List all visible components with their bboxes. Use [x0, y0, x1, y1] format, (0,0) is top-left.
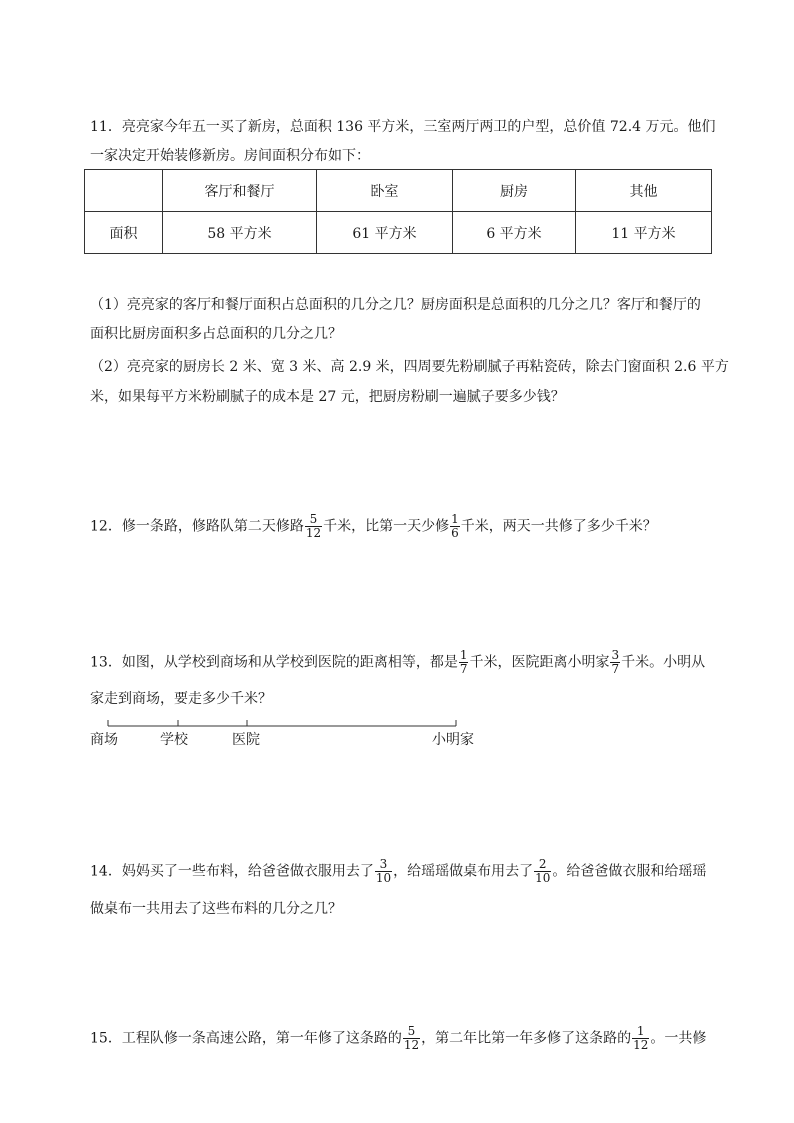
q11-sub1-line-2: 面积比厨房面积多占总面积的几分之几？ [90, 326, 342, 342]
fraction [459, 649, 469, 676]
table-header-cell: 客厅和餐厅 [163, 170, 317, 212]
q11-line-1: 11．亮亮家今年五一买了新房，总面积 136 平方米，三室两厅两卫的户型，总价值 72.4 万元。他们 [90, 119, 716, 135]
q12-line-1 [90, 513, 657, 540]
q15-line-1 [90, 1025, 706, 1052]
q12-text-b: 千米，比第一天少修 [323, 518, 450, 535]
fraction-denominator: 12 [305, 526, 322, 540]
q12-text-c: 千米，两天一共修了多少千米？ [460, 518, 657, 535]
q14-line-2: 做桌布一共用去了这些布料的几分之几？ [90, 901, 342, 917]
q14-text-c: 。给爸爸做衣服和给瑶瑶 [552, 863, 707, 880]
fraction [610, 649, 620, 676]
q11-sub2-line-1: （2）亮亮家的厨房长 2 米、宽 3 米、高 2.9 米，四周要先粉刷腻子再粘瓷砖，除去门窗面积 2.6 平方 [90, 359, 729, 375]
q11-sub2-line-2: 米，如果每平方米粉刷腻子的成本是 27 元，把厨房粉刷一遍腻子要多少钱？ [90, 389, 565, 405]
fraction-numerator: 3 [611, 648, 620, 662]
fraction [375, 858, 392, 885]
fraction-denominator: 12 [633, 1038, 649, 1052]
q15-text-a: 15．工程队修一条高速公路，第一年修了这条路的 [90, 1030, 402, 1047]
q15-text-c: 。一共修 [650, 1030, 707, 1047]
label-mall: 商场 [90, 732, 118, 748]
table-header-row [85, 170, 712, 212]
table-cell: 61 平方米 [317, 212, 453, 254]
distance-diagram [90, 718, 490, 758]
room-area-table [84, 169, 712, 254]
table-header-cell: 卧室 [317, 170, 453, 212]
q13-text-a: 13．如图，从学校到商场和从学校到医院的距离相等，都是 [90, 654, 458, 671]
q14-text-b: ，给瑶瑶做桌布用去了 [393, 863, 534, 880]
table-row [85, 212, 712, 254]
fraction-denominator: 7 [611, 662, 620, 676]
table-cell: 11 平方米 [576, 212, 712, 254]
table-header-cell: 其他 [576, 170, 712, 212]
table-cell: 6 平方米 [453, 212, 576, 254]
label-school: 学校 [160, 732, 188, 748]
q12-text-a: 12．修一条路，修路队第二天修路 [90, 518, 304, 535]
q15-text-b: ，第二年比第一年多修了这条路的 [421, 1030, 632, 1047]
fraction-numerator: 2 [538, 857, 547, 871]
fraction-denominator: 12 [403, 1038, 420, 1052]
table-header-cell: 厨房 [453, 170, 576, 212]
fraction-denominator: 7 [459, 662, 468, 676]
fraction-denominator: 10 [375, 871, 392, 885]
fraction-numerator: 1 [459, 648, 468, 662]
q11-line-2: 一家决定开始装修新房。房间面积分布如下： [90, 148, 370, 164]
fraction-numerator: 3 [379, 857, 388, 871]
fraction [403, 1025, 420, 1052]
fraction-denominator: 6 [451, 526, 459, 540]
label-xiaoming-home: 小明家 [432, 732, 474, 748]
q14-line-1 [90, 858, 706, 885]
fraction [450, 513, 460, 540]
q13-line-2: 家走到商场，要走多少千米？ [90, 691, 272, 707]
fraction [305, 513, 322, 540]
fraction [534, 858, 551, 885]
fraction-numerator: 5 [309, 512, 318, 526]
label-hospital: 医院 [232, 732, 260, 748]
q13-text-c: 千米。小明从 [621, 654, 706, 671]
fraction [632, 1025, 649, 1052]
table-header-cell [85, 170, 163, 212]
table-cell: 58 平方米 [163, 212, 317, 254]
q11-sub1-line-1: （1）亮亮家的客厅和餐厅面积占总面积的几分之几？厨房面积是总面积的几分之几？客厅和餐厅的 [90, 297, 701, 313]
distance-line [90, 718, 490, 732]
q13-line-1 [90, 649, 705, 676]
fraction-numerator: 5 [407, 1024, 416, 1038]
fraction-denominator: 10 [535, 871, 551, 885]
table-cell: 面积 [85, 212, 163, 254]
q13-text-b: 千米，医院距离小明家 [469, 654, 610, 671]
q14-text-a: 14．妈妈买了一些布料，给爸爸做衣服用去了 [90, 863, 374, 880]
fraction-numerator: 1 [636, 1024, 645, 1038]
fraction-numerator: 1 [451, 512, 459, 526]
